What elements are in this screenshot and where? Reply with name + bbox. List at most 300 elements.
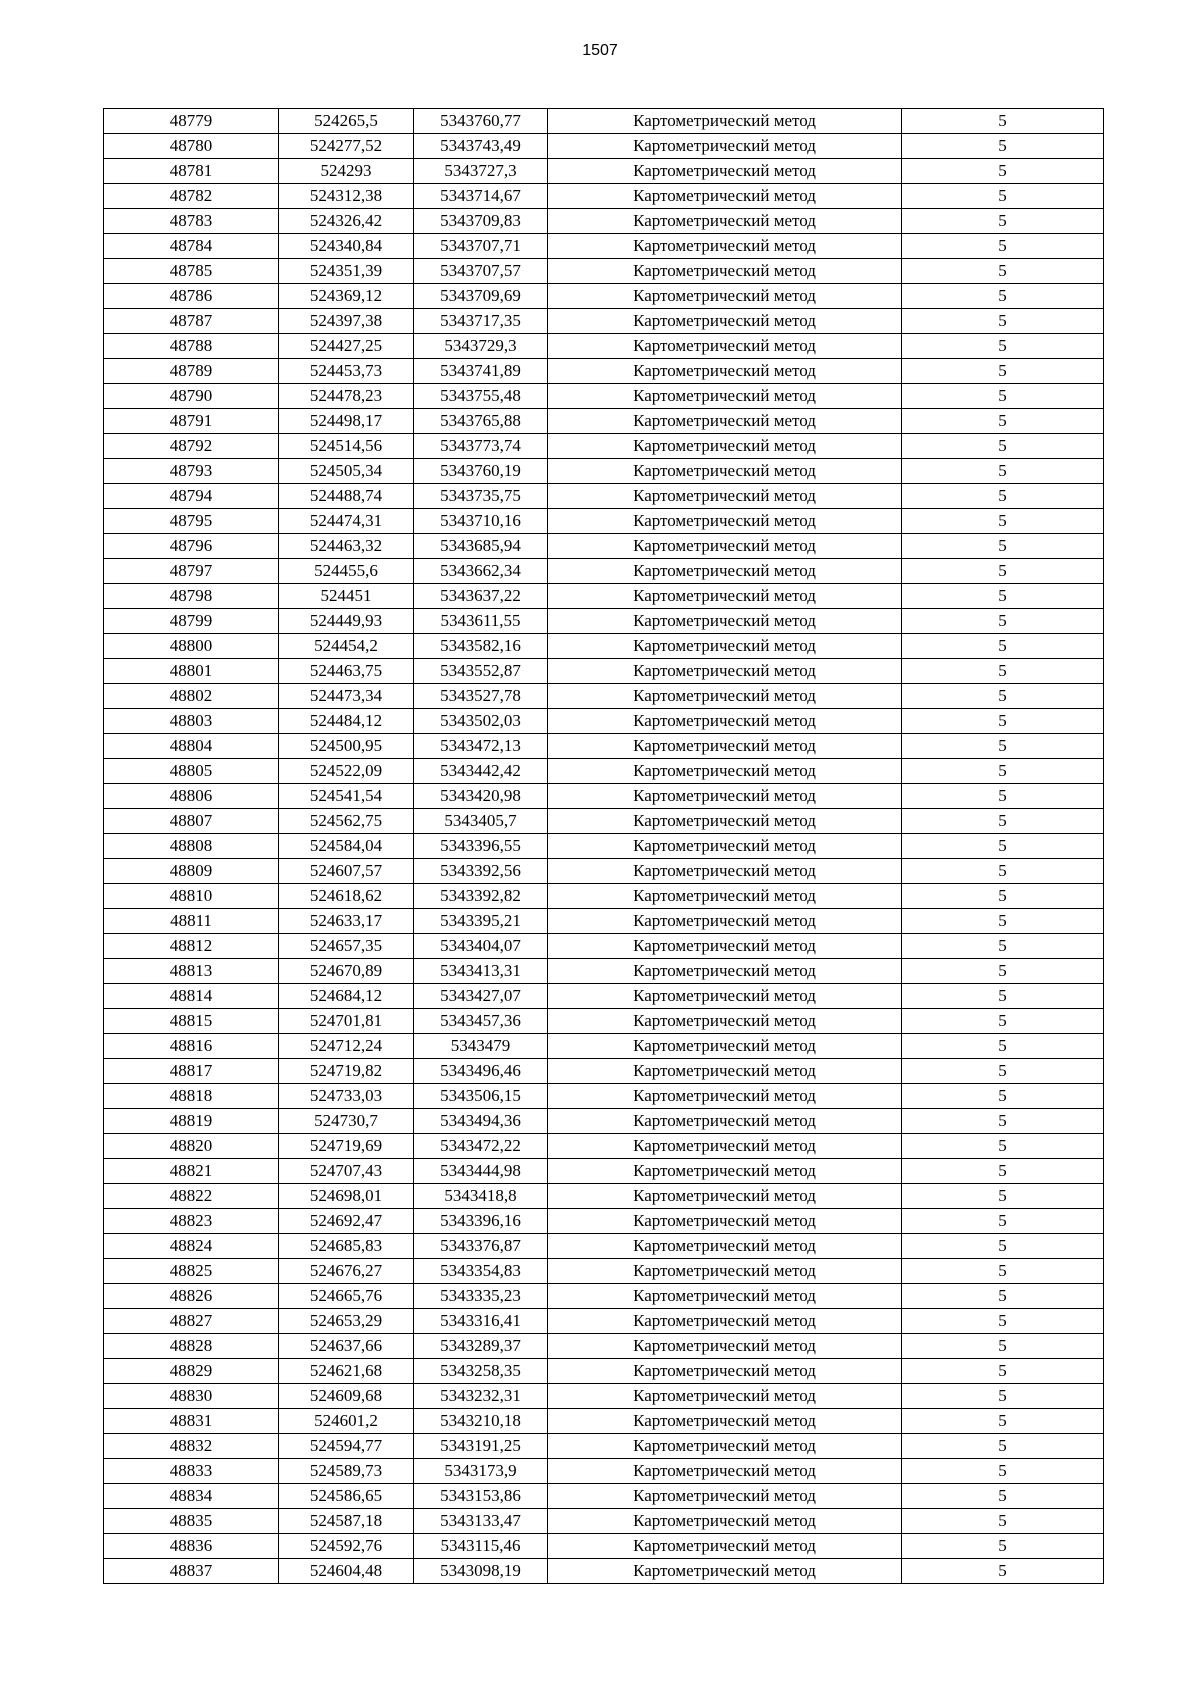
method-cell: Картометрический метод: [548, 1334, 902, 1359]
x-coordinate-cell: 524607,57: [279, 859, 414, 884]
point-number-cell: 48825: [104, 1259, 279, 1284]
x-coordinate-cell: 524463,32: [279, 534, 414, 559]
method-cell: Картометрический метод: [548, 209, 902, 234]
x-coordinate-cell: 524707,43: [279, 1159, 414, 1184]
method-cell: Картометрический метод: [548, 1509, 902, 1534]
table-row: [104, 559, 1104, 584]
y-coordinate-cell: 5343210,18: [414, 1409, 548, 1434]
point-number-cell: 48780: [104, 134, 279, 159]
method-cell: Картометрический метод: [548, 484, 902, 509]
x-coordinate-cell: 524514,56: [279, 434, 414, 459]
accuracy-cell: 5: [902, 1509, 1104, 1534]
accuracy-cell: 5: [902, 884, 1104, 909]
x-coordinate-cell: 524692,47: [279, 1209, 414, 1234]
accuracy-cell: 5: [902, 259, 1104, 284]
table-row: [104, 284, 1104, 309]
method-cell: Картометрический метод: [548, 759, 902, 784]
point-number-cell: 48789: [104, 359, 279, 384]
x-coordinate-cell: 524498,17: [279, 409, 414, 434]
table-row: [104, 909, 1104, 934]
table-row: [104, 1509, 1104, 1534]
x-coordinate-cell: 524712,24: [279, 1034, 414, 1059]
table-row: [104, 959, 1104, 984]
point-number-cell: 48815: [104, 1009, 279, 1034]
y-coordinate-cell: 5343427,07: [414, 984, 548, 1009]
x-coordinate-cell: 524633,17: [279, 909, 414, 934]
point-number-cell: 48820: [104, 1134, 279, 1159]
method-cell: Картометрический метод: [548, 1559, 902, 1584]
accuracy-cell: 5: [902, 609, 1104, 634]
y-coordinate-cell: 5343420,98: [414, 784, 548, 809]
y-coordinate-cell: 5343133,47: [414, 1509, 548, 1534]
y-coordinate-cell: 5343707,71: [414, 234, 548, 259]
y-coordinate-cell: 5343710,16: [414, 509, 548, 534]
accuracy-cell: 5: [902, 684, 1104, 709]
accuracy-cell: 5: [902, 334, 1104, 359]
y-coordinate-cell: 5343709,83: [414, 209, 548, 234]
accuracy-cell: 5: [902, 1384, 1104, 1409]
y-coordinate-cell: 5343376,87: [414, 1234, 548, 1259]
method-cell: Картометрический метод: [548, 1259, 902, 1284]
table-row: [104, 884, 1104, 909]
y-coordinate-cell: 5343472,13: [414, 734, 548, 759]
accuracy-cell: 5: [902, 1259, 1104, 1284]
accuracy-cell: 5: [902, 384, 1104, 409]
point-number-cell: 48827: [104, 1309, 279, 1334]
table-row: [104, 409, 1104, 434]
table-row: [104, 434, 1104, 459]
point-number-cell: 48812: [104, 934, 279, 959]
y-coordinate-cell: 5343191,25: [414, 1434, 548, 1459]
accuracy-cell: 5: [902, 584, 1104, 609]
method-cell: Картометрический метод: [548, 1484, 902, 1509]
table-row: [104, 1059, 1104, 1084]
x-coordinate-cell: 524340,84: [279, 234, 414, 259]
x-coordinate-cell: 524657,35: [279, 934, 414, 959]
point-number-cell: 48801: [104, 659, 279, 684]
accuracy-cell: 5: [902, 1084, 1104, 1109]
y-coordinate-cell: 5343760,19: [414, 459, 548, 484]
point-number-cell: 48817: [104, 1059, 279, 1084]
table-row: [104, 1459, 1104, 1484]
y-coordinate-cell: 5343153,86: [414, 1484, 548, 1509]
accuracy-cell: 5: [902, 1159, 1104, 1184]
method-cell: Картометрический метод: [548, 859, 902, 884]
y-coordinate-cell: 5343442,42: [414, 759, 548, 784]
table-row: [104, 1259, 1104, 1284]
y-coordinate-cell: 5343404,07: [414, 934, 548, 959]
accuracy-cell: 5: [902, 1534, 1104, 1559]
method-cell: Картометрический метод: [548, 884, 902, 909]
x-coordinate-cell: 524453,73: [279, 359, 414, 384]
y-coordinate-cell: 5343743,49: [414, 134, 548, 159]
table-row: [104, 1109, 1104, 1134]
accuracy-cell: 5: [902, 209, 1104, 234]
table-row: [104, 534, 1104, 559]
x-coordinate-cell: 524670,89: [279, 959, 414, 984]
point-number-cell: 48793: [104, 459, 279, 484]
method-cell: Картометрический метод: [548, 109, 902, 134]
y-coordinate-cell: 5343727,3: [414, 159, 548, 184]
point-number-cell: 48796: [104, 534, 279, 559]
y-coordinate-cell: 5343413,31: [414, 959, 548, 984]
method-cell: Картометрический метод: [548, 584, 902, 609]
point-number-cell: 48824: [104, 1234, 279, 1259]
x-coordinate-cell: 524293: [279, 159, 414, 184]
y-coordinate-cell: 5343395,21: [414, 909, 548, 934]
y-coordinate-cell: 5343527,78: [414, 684, 548, 709]
method-cell: Картометрический метод: [548, 309, 902, 334]
accuracy-cell: 5: [902, 509, 1104, 534]
accuracy-cell: 5: [902, 1209, 1104, 1234]
method-cell: Картометрический метод: [548, 1134, 902, 1159]
table-row: [104, 1159, 1104, 1184]
accuracy-cell: 5: [902, 859, 1104, 884]
point-number-cell: 48823: [104, 1209, 279, 1234]
x-coordinate-cell: 524665,76: [279, 1284, 414, 1309]
accuracy-cell: 5: [902, 759, 1104, 784]
accuracy-cell: 5: [902, 809, 1104, 834]
accuracy-cell: 5: [902, 734, 1104, 759]
table-row: [104, 1534, 1104, 1559]
x-coordinate-cell: 524500,95: [279, 734, 414, 759]
x-coordinate-cell: 524463,75: [279, 659, 414, 684]
accuracy-cell: 5: [902, 459, 1104, 484]
y-coordinate-cell: 5343335,23: [414, 1284, 548, 1309]
method-cell: Картометрический метод: [548, 1159, 902, 1184]
table-row: [104, 1184, 1104, 1209]
method-cell: Картометрический метод: [548, 1309, 902, 1334]
x-coordinate-cell: 524397,38: [279, 309, 414, 334]
table-row: [104, 184, 1104, 209]
method-cell: Картометрический метод: [548, 984, 902, 1009]
x-coordinate-cell: 524601,2: [279, 1409, 414, 1434]
point-number-cell: 48826: [104, 1284, 279, 1309]
y-coordinate-cell: 5343709,69: [414, 284, 548, 309]
x-coordinate-cell: 524312,38: [279, 184, 414, 209]
x-coordinate-cell: 524484,12: [279, 709, 414, 734]
point-number-cell: 48813: [104, 959, 279, 984]
accuracy-cell: 5: [902, 1359, 1104, 1384]
x-coordinate-cell: 524586,65: [279, 1484, 414, 1509]
y-coordinate-cell: 5343735,75: [414, 484, 548, 509]
table-row: [104, 1284, 1104, 1309]
y-coordinate-cell: 5343611,55: [414, 609, 548, 634]
method-cell: Картометрический метод: [548, 634, 902, 659]
point-number-cell: 48816: [104, 1034, 279, 1059]
accuracy-cell: 5: [902, 1184, 1104, 1209]
table-row: [104, 134, 1104, 159]
x-coordinate-cell: 524637,66: [279, 1334, 414, 1359]
y-coordinate-cell: 5343396,55: [414, 834, 548, 859]
method-cell: Картометрический метод: [548, 659, 902, 684]
y-coordinate-cell: 5343729,3: [414, 334, 548, 359]
accuracy-cell: 5: [902, 484, 1104, 509]
point-number-cell: 48807: [104, 809, 279, 834]
table-row: [104, 984, 1104, 1009]
table-row: [104, 159, 1104, 184]
accuracy-cell: 5: [902, 784, 1104, 809]
accuracy-cell: 5: [902, 1459, 1104, 1484]
x-coordinate-cell: 524541,54: [279, 784, 414, 809]
point-number-cell: 48798: [104, 584, 279, 609]
method-cell: Картометрический метод: [548, 1109, 902, 1134]
table-row: [104, 1309, 1104, 1334]
x-coordinate-cell: 524478,23: [279, 384, 414, 409]
point-number-cell: 48818: [104, 1084, 279, 1109]
method-cell: Картометрический метод: [548, 1184, 902, 1209]
method-cell: Картометрический метод: [548, 409, 902, 434]
point-number-cell: 48809: [104, 859, 279, 884]
accuracy-cell: 5: [902, 359, 1104, 384]
y-coordinate-cell: 5343552,87: [414, 659, 548, 684]
method-cell: Картометрический метод: [548, 1234, 902, 1259]
coordinates-table: [103, 108, 1104, 1584]
method-cell: Картометрический метод: [548, 534, 902, 559]
accuracy-cell: 5: [902, 409, 1104, 434]
x-coordinate-cell: 524698,01: [279, 1184, 414, 1209]
x-coordinate-cell: 524594,77: [279, 1434, 414, 1459]
point-number-cell: 48822: [104, 1184, 279, 1209]
table-row: [104, 1334, 1104, 1359]
y-coordinate-cell: 5343765,88: [414, 409, 548, 434]
method-cell: Картометрический метод: [548, 684, 902, 709]
accuracy-cell: 5: [902, 959, 1104, 984]
table-row: [104, 509, 1104, 534]
point-number-cell: 48830: [104, 1384, 279, 1409]
point-number-cell: 48805: [104, 759, 279, 784]
x-coordinate-cell: 524618,62: [279, 884, 414, 909]
table-row: [104, 809, 1104, 834]
table-row: [104, 259, 1104, 284]
table-row: [104, 609, 1104, 634]
accuracy-cell: 5: [902, 659, 1104, 684]
method-cell: Картометрический метод: [548, 1009, 902, 1034]
table-row: [104, 1484, 1104, 1509]
accuracy-cell: 5: [902, 1434, 1104, 1459]
method-cell: Картометрический метод: [548, 1034, 902, 1059]
x-coordinate-cell: 524587,18: [279, 1509, 414, 1534]
accuracy-cell: 5: [902, 834, 1104, 859]
x-coordinate-cell: 524326,42: [279, 209, 414, 234]
table-row: [104, 859, 1104, 884]
point-number-cell: 48819: [104, 1109, 279, 1134]
table-row: [104, 759, 1104, 784]
accuracy-cell: 5: [902, 1409, 1104, 1434]
table-row: [104, 709, 1104, 734]
point-number-cell: 48811: [104, 909, 279, 934]
y-coordinate-cell: 5343717,35: [414, 309, 548, 334]
y-coordinate-cell: 5343289,37: [414, 1334, 548, 1359]
point-number-cell: 48821: [104, 1159, 279, 1184]
y-coordinate-cell: 5343707,57: [414, 259, 548, 284]
accuracy-cell: 5: [902, 1034, 1104, 1059]
x-coordinate-cell: 524474,31: [279, 509, 414, 534]
y-coordinate-cell: 5343418,8: [414, 1184, 548, 1209]
point-number-cell: 48835: [104, 1509, 279, 1534]
x-coordinate-cell: 524609,68: [279, 1384, 414, 1409]
method-cell: Картометрический метод: [548, 1059, 902, 1084]
method-cell: Картометрический метод: [548, 1359, 902, 1384]
point-number-cell: 48810: [104, 884, 279, 909]
accuracy-cell: 5: [902, 159, 1104, 184]
table-row: [104, 359, 1104, 384]
x-coordinate-cell: 524701,81: [279, 1009, 414, 1034]
y-coordinate-cell: 5343232,31: [414, 1384, 548, 1409]
table-row: [104, 584, 1104, 609]
point-number-cell: 48781: [104, 159, 279, 184]
y-coordinate-cell: 5343444,98: [414, 1159, 548, 1184]
x-coordinate-cell: 524730,7: [279, 1109, 414, 1134]
y-coordinate-cell: 5343714,67: [414, 184, 548, 209]
x-coordinate-cell: 524427,25: [279, 334, 414, 359]
method-cell: Картометрический метод: [548, 134, 902, 159]
accuracy-cell: 5: [902, 1559, 1104, 1584]
table-row: [104, 1409, 1104, 1434]
method-cell: Картометрический метод: [548, 1534, 902, 1559]
table-row: [104, 234, 1104, 259]
y-coordinate-cell: 5343755,48: [414, 384, 548, 409]
method-cell: Картометрический метод: [548, 809, 902, 834]
point-number-cell: 48790: [104, 384, 279, 409]
accuracy-cell: 5: [902, 1109, 1104, 1134]
accuracy-cell: 5: [902, 634, 1104, 659]
point-number-cell: 48804: [104, 734, 279, 759]
x-coordinate-cell: 524455,6: [279, 559, 414, 584]
method-cell: Картометрический метод: [548, 184, 902, 209]
y-coordinate-cell: 5343502,03: [414, 709, 548, 734]
x-coordinate-cell: 524522,09: [279, 759, 414, 784]
point-number-cell: 48792: [104, 434, 279, 459]
accuracy-cell: 5: [902, 134, 1104, 159]
point-number-cell: 48784: [104, 234, 279, 259]
table-row: [104, 1009, 1104, 1034]
table-row: [104, 109, 1104, 134]
coordinates-table-body: [104, 109, 1104, 1584]
point-number-cell: 48786: [104, 284, 279, 309]
accuracy-cell: 5: [902, 1134, 1104, 1159]
accuracy-cell: 5: [902, 1284, 1104, 1309]
accuracy-cell: 5: [902, 434, 1104, 459]
x-coordinate-cell: 524621,68: [279, 1359, 414, 1384]
table-row: [104, 684, 1104, 709]
y-coordinate-cell: 5343098,19: [414, 1559, 548, 1584]
table-row: [104, 484, 1104, 509]
method-cell: Картометрический метод: [548, 234, 902, 259]
accuracy-cell: 5: [902, 1059, 1104, 1084]
table-row: [104, 1084, 1104, 1109]
y-coordinate-cell: 5343685,94: [414, 534, 548, 559]
accuracy-cell: 5: [902, 709, 1104, 734]
x-coordinate-cell: 524719,69: [279, 1134, 414, 1159]
accuracy-cell: 5: [902, 184, 1104, 209]
point-number-cell: 48833: [104, 1459, 279, 1484]
point-number-cell: 48797: [104, 559, 279, 584]
point-number-cell: 48831: [104, 1409, 279, 1434]
y-coordinate-cell: 5343173,9: [414, 1459, 548, 1484]
method-cell: Картометрический метод: [548, 1284, 902, 1309]
method-cell: Картометрический метод: [548, 509, 902, 534]
table-row: [104, 459, 1104, 484]
accuracy-cell: 5: [902, 1009, 1104, 1034]
x-coordinate-cell: 524449,93: [279, 609, 414, 634]
table-row: [104, 1559, 1104, 1584]
accuracy-cell: 5: [902, 534, 1104, 559]
method-cell: Картометрический метод: [548, 1209, 902, 1234]
y-coordinate-cell: 5343741,89: [414, 359, 548, 384]
point-number-cell: 48794: [104, 484, 279, 509]
accuracy-cell: 5: [902, 1334, 1104, 1359]
table-row: [104, 659, 1104, 684]
x-coordinate-cell: 524684,12: [279, 984, 414, 1009]
y-coordinate-cell: 5343354,83: [414, 1259, 548, 1284]
x-coordinate-cell: 524719,82: [279, 1059, 414, 1084]
method-cell: Картометрический метод: [548, 1434, 902, 1459]
y-coordinate-cell: 5343405,7: [414, 809, 548, 834]
method-cell: Картометрический метод: [548, 1084, 902, 1109]
table-row: [104, 834, 1104, 859]
point-number-cell: 48836: [104, 1534, 279, 1559]
x-coordinate-cell: 524592,76: [279, 1534, 414, 1559]
point-number-cell: 48829: [104, 1359, 279, 1384]
x-coordinate-cell: 524277,52: [279, 134, 414, 159]
point-number-cell: 48779: [104, 109, 279, 134]
point-number-cell: 48828: [104, 1334, 279, 1359]
accuracy-cell: 5: [902, 1309, 1104, 1334]
table-row: [104, 1384, 1104, 1409]
x-coordinate-cell: 524488,74: [279, 484, 414, 509]
x-coordinate-cell: 524733,03: [279, 1084, 414, 1109]
table-row: [104, 1209, 1104, 1234]
y-coordinate-cell: 5343258,35: [414, 1359, 548, 1384]
y-coordinate-cell: 5343316,41: [414, 1309, 548, 1334]
accuracy-cell: 5: [902, 984, 1104, 1009]
accuracy-cell: 5: [902, 284, 1104, 309]
table-row: [104, 209, 1104, 234]
table-row: [104, 1034, 1104, 1059]
point-number-cell: 48803: [104, 709, 279, 734]
x-coordinate-cell: 524653,29: [279, 1309, 414, 1334]
y-coordinate-cell: 5343494,36: [414, 1109, 548, 1134]
point-number-cell: 48802: [104, 684, 279, 709]
y-coordinate-cell: 5343496,46: [414, 1059, 548, 1084]
y-coordinate-cell: 5343392,56: [414, 859, 548, 884]
y-coordinate-cell: 5343760,77: [414, 109, 548, 134]
table-row: [104, 1434, 1104, 1459]
method-cell: Картометрический метод: [548, 609, 902, 634]
accuracy-cell: 5: [902, 309, 1104, 334]
accuracy-cell: 5: [902, 109, 1104, 134]
accuracy-cell: 5: [902, 559, 1104, 584]
point-number-cell: 48799: [104, 609, 279, 634]
accuracy-cell: 5: [902, 1234, 1104, 1259]
point-number-cell: 48788: [104, 334, 279, 359]
point-number-cell: 48806: [104, 784, 279, 809]
method-cell: Картометрический метод: [548, 909, 902, 934]
table-row: [104, 1359, 1104, 1384]
point-number-cell: 48837: [104, 1559, 279, 1584]
x-coordinate-cell: 524505,34: [279, 459, 414, 484]
x-coordinate-cell: 524562,75: [279, 809, 414, 834]
point-number-cell: 48791: [104, 409, 279, 434]
method-cell: Картометрический метод: [548, 359, 902, 384]
method-cell: Картометрический метод: [548, 834, 902, 859]
method-cell: Картометрический метод: [548, 559, 902, 584]
x-coordinate-cell: 524676,27: [279, 1259, 414, 1284]
page-number: 1507: [582, 42, 618, 59]
table-row: [104, 734, 1104, 759]
x-coordinate-cell: 524685,83: [279, 1234, 414, 1259]
